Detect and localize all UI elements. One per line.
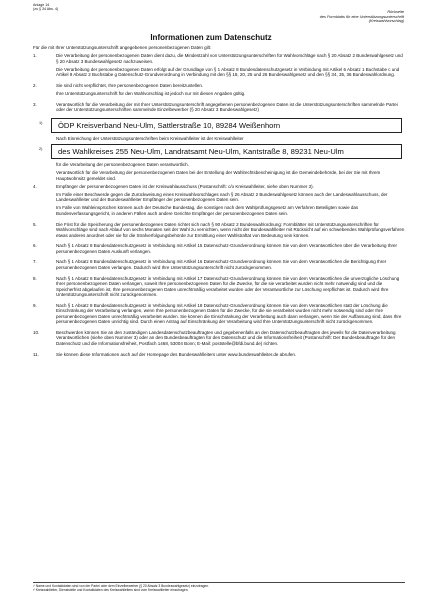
footnote-1: ¹⁾ Name und Kontaktdaten sind von der Partei oder dem Einzelbewerber (§ 20 Absatz 3 Bundeswahlgesetz) einzutragen. xyxy=(33,584,210,588)
section-3 xyxy=(33,102,405,116)
section-number: 5. xyxy=(33,221,37,227)
paragraph: Sie sind nicht verpflichtet, Ihre personenbezogenen Daten bereitzustellen. xyxy=(56,82,204,88)
paragraph: Nach § 1 Absatz 8 Bundesdatenschutzgesetz in Verbindung mit Artikel 17 Datenschutz-Grundverordnung können Sie von dem Verantwortlichen die unverzügliche Löschung Ihrer personenbezogenen Daten verlangen, soweit Ihre personenbezogenen Daten für die Zwecke, für die sie verarbeitet wurden nicht mehr notwendig sind und die Speicherfrist abgelaufen ist, Ihre personenbezogenen Daten unrechtmäßig verarbeitet wurden oder der Verantwortliche zur Löschung verpflichtet ist. Dadurch wird Ihre Unterstützungsunterschrift nicht zurückgenommen. xyxy=(56,275,400,298)
side-label-1: Rückseite xyxy=(387,10,404,14)
side-label-2: des Formblatts für eine Unterstützungsunterschrift xyxy=(319,14,404,19)
election-officer-box: des Wahlkreises 255 Neu-Ulm, Landratsamt Neu-Ulm, Kantstraße 8, 89231 Neu-Ulm xyxy=(51,144,402,159)
annex-section: (zu § 34 Abs. 4) xyxy=(33,7,59,12)
election-officer-row xyxy=(33,144,405,159)
section-2 xyxy=(33,83,405,99)
section-7 xyxy=(33,259,405,273)
page-title: Informationen zum Datenschutz xyxy=(150,33,272,42)
section-9 xyxy=(33,303,405,328)
paragraph: Im Falle von Wahleinsprüchen können auch der Deutsche Bundestag, die sonstigen nach dem Wahlprüfungsgesetz am Verfahren Beteiligten sowie das Bundesverfassungsgericht, in anderen Fällen auch andere Gerichte Empfänger der personenbezogenen Daten sein. xyxy=(56,205,359,216)
paragraph: Verantwortlich für die Verarbeitung der personenbezogenen Daten bei der Erstellung der Wahlrechtsbescheinigung ist die Gemeindebehörde, bei der Sie mit Ihrem Hauptwohnsitz gemeldet sind. xyxy=(56,170,381,181)
section-number: 4. xyxy=(33,183,37,189)
paragraph: Sie können diese Informationen auch auf der Homepage des Bundeswahlleiters unter www.bundeswahlleiter.de abrufen. xyxy=(56,351,297,357)
section-number: 10. xyxy=(33,329,40,335)
paragraph: Die Verarbeitung der personenbezogenen Daten dient dazu, die Mindestzahl von Unterstützungsunterschriften für Wahlvorschläge nach § 20 Absatz 2 Bundeswahlgesetz und § 20 Absatz 3 Bundeswahlgesetz nachzuweisen. xyxy=(56,53,403,64)
annex-header xyxy=(33,3,58,12)
section-10 xyxy=(33,330,405,349)
section-number: 7. xyxy=(33,259,37,265)
footnotes xyxy=(33,582,405,592)
document-body xyxy=(33,45,405,362)
paragraph: Nach Einreichung der Unterstützungsunterschriften beim Kreiswahlleiter ist der Kreiswahlleiter xyxy=(56,135,244,141)
paragraph: Nach § 1 Absatz 8 Bundesdatenschutzgesetz in Verbindung mit Artikel 18 Datenschutz-Grundverordnung können Sie von dem Verantwortlichen statt der Löschung die Einschränkung der Verarbeitung verlangen, wenn Ihre personenbezogenen Daten für die Zwecke, für die sie verarbeitet wurden nicht mehr notwendig sind oder Ihre personenbezogenen Daten unrechtmäßig verarbeitet wurden. Sie können die Einschränkung der Verarbeitung auch dann verlangen, wenn Sie der Auffassung sind, dass Ihre personenbezogenen Daten unrichtig sind. Durch einen Antrag auf Einschränkung der Verarbeitung wird Ihre Unterstützungsunterschrift nicht zurückgenommen. xyxy=(56,302,402,325)
section-8 xyxy=(33,276,405,301)
paragraph: Die Verarbeitung der personenbezogenen Daten erfolgt auf der Grundlage von § 1 Absatz 8 Bundesdatenschutzgesetz in Verbindung mit Artikel 6 Absatz 1 Buchstabe c und Artikel 9 Absatz 2 Buchstabe g Datenschutz-Grundverordnung in Verbindung mit den §§ 18, 20, 25 und 26 Bundeswahlgesetz und den §§ 34, 35, 36 Bundeswahlordnung. xyxy=(56,66,400,78)
intro-text: Für die mit Ihrer Unterstützungsunterschrift angegebenen personenbezogenen Daten gilt: xyxy=(33,45,212,50)
side-label-3: (Kreiswahlvorschlag) xyxy=(368,19,404,24)
paragraph: Empfänger der personenbezogenen Daten ist der Kreiswahlausschuss (Postanschrift: c/o Kreiswahlleiter, siehe oben Nummer 3). xyxy=(56,183,314,189)
section-number: 6. xyxy=(33,243,37,249)
section-number: 8. xyxy=(33,275,37,281)
responsible-party-row xyxy=(33,118,405,133)
responsible-party-box: ÖDP Kreisverband Neu-Ulm, Sattlerstraße 10, 89284 Weißenhorn xyxy=(51,118,402,133)
paragraph: Nach § 1 Absatz 8 Bundesdatenschutzgesetz in Verbindung mit Artikel 15 Datenschutz-Grundverordnung können Sie von dem Verantwortlichen über die Verarbeitung Ihrer personenbezogenen Daten Auskunft verlangen. xyxy=(56,243,397,254)
section-number: 11. xyxy=(33,351,39,357)
paragraph: Verantwortlich für die Verarbeitung der mit Ihrer Unterstützungsunterschrift angegebenen personenbezogenen Daten ist die Unterstützungsunterschriften sammelnde Partei oder der Unterstützungsunterschriften sammelnde Einzelbewerber (§ 20 Absatz 3 Bundeswahlgesetz) xyxy=(56,101,398,113)
section-6 xyxy=(33,243,405,257)
footnote-marker: 1) xyxy=(39,120,43,125)
section-number: 9. xyxy=(33,302,37,308)
paragraph: Ihre Unterstützungsunterschrift für den Wahlvorschlag ist jedoch nur mit diesen Angaben gültig. xyxy=(56,90,246,96)
section-number: 2. xyxy=(33,82,37,88)
section-5 xyxy=(33,222,405,241)
paragraph: Beschwerden können Sie an den zuständigen Landesdatenschutzbeauftragten und gegebenenfalls an den Datenschutzbeauftragten des jeweils für die Datenverarbeitung Verantwortlichen (siehe oben Nummer 3) oder an den Bundesbeauftragten für den Datenschutz und die Informationsfreiheit (Postanschrift: Der Bundesbeauftragte für den Datenschutz und die Informationsfreiheit, Postfach 1468, 53004 Bonn; E-Mail: poststelle@bfdi.bund.de) richten. xyxy=(56,329,396,346)
paragraph: Die Frist für die Speicherung der personenbezogenen Daten richtet sich nach § 90 Absatz 2 Bundeswahlordnung: Formblätter mit Unterstützungsunterschriften für Wahlvorschläge sind nach Ablauf von sechs Monaten seit der Wahl zu vernichten, wenn nicht der Bundeswahlleiter mit Rücksicht auf ein schwebendes Wahlprüfungsverfahren etwas anderes anordnet oder sie für die Strafverfolgungsbehörde zur Ermittlung einer Wahlstraftat von Bedeutung sein können. xyxy=(56,221,405,238)
section-4 xyxy=(33,184,405,219)
footnote-2: ²⁾ Kreiswahlleiter, Dienststelle und Kontaktdaten des Kreiswahlleiters sind vom Kreiswahlleiter einzutragen. xyxy=(33,588,189,592)
annex-label: Anlage 14 xyxy=(33,3,50,7)
paragraph: für die Verarbeitung der personenbezogenen Daten verantwortlich. xyxy=(56,161,189,167)
section-11 xyxy=(33,352,405,360)
footnote-marker: 2) xyxy=(39,146,43,151)
section-1 xyxy=(33,53,405,80)
form-side-header xyxy=(320,10,404,24)
paragraph: Im Falle einer Beschwerde gegen die Zurückweisung eines Kreiswahlvorschlages nach § 26 Absatz 2 Bundeswahlgesetz können auch der Landeswahlausschuss, der Landeswahlleiter und der Bundeswahlleiter Empfänger der personenbezogenen Daten sein. xyxy=(56,191,388,203)
section-number: 3. xyxy=(33,101,37,107)
section-number: 1. xyxy=(33,53,37,59)
paragraph: Nach § 1 Absatz 8 Bundesdatenschutzgesetz in Verbindung mit Artikel 16 Datenschutz-Grundverordnung können Sie von dem Verantwortlichen die Berichtigung Ihrer personenbezogenen Daten verlangen. Dadurch wird Ihre Unterstützungsunterschrift nicht zurückgenommen. xyxy=(56,259,387,270)
